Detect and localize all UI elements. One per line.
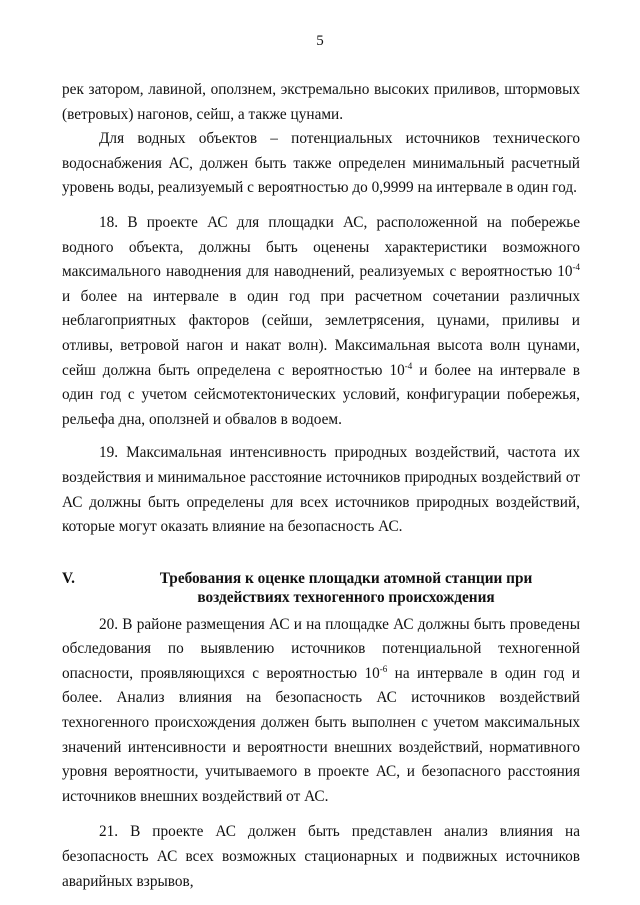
- paragraph-18-exponent-2: -4: [404, 360, 413, 371]
- paragraph-continuation: рек затором, лавиной, оползнем, экстремально высоких приливов, штормовых (ветровых) нагонов, сейш, а также цунами.: [62, 81, 580, 123]
- paragraph-18-text-2: и более на интервале в один год при расчетном сочетании различных неблагоприятных факторов (сейши, землетрясения, цунами, приливы и отливы, ветровой нагон и накат волн). Максимальная высота волн цунами, сейш должна быть определена с вероятностью 10: [62, 287, 580, 379]
- section-heading: [62, 569, 580, 607]
- paragraph-18-text-3: и более на интервале в один год с учетом сейсмотектонических условий, конфигурации побережья, рельефа дна, оползней и обвалов в водоем.: [62, 361, 581, 428]
- paragraph-18: [62, 211, 580, 432]
- section-number: V.: [62, 569, 75, 587]
- paragraph-20-text-1: 20. В районе размещения АС и на площадке АС должны быть проведены обследования по выявлению источников потенциальной техногенной опасности, проявляющихся с вероятностью 10: [62, 615, 580, 682]
- page-number: 5: [316, 33, 324, 49]
- paragraph-water-level: Для водных объектов – потенциальных источников технического водоснабжения АС, должен быть также определен минимальный расчетный уровень воды, реализуемый с вероятностью до 0,9999 на интервале в один год.: [62, 130, 580, 197]
- paragraph-20: [62, 613, 580, 810]
- section-title: Требования к оценке площадки атомной станции при воздействиях техногенного происхождения: [159, 569, 533, 606]
- paragraph-18-exponent-1: -4: [572, 262, 580, 273]
- paragraph-19: 19. Максимальная интенсивность природных воздействий, частота их воздействия и минимальное расстояние источников природных воздействий от АС должны быть определены для всех источников природных воздействий, которые могут оказать влияние на безопасность АС.: [62, 444, 580, 536]
- paragraph-18-text-1: 18. В проекте АС для площадки АС, расположенной на побережье водного объекта, должны быть оценены характеристики возможного максимального наводнения для наводнений, реализуемых с вероятностью 10: [62, 213, 580, 281]
- paragraph-20-text-2: на интервале в один год и более. Анализ влияния на безопасность АС источников воздействий техногенного происхождения должен быть выполнен с учетом максимальных значений интенсивности и вероятности внешних воздействий, нормативного уровня вероятности, учитываемого в проекте АС, и безопасного расстояния источников внешних воздействий от АС.: [62, 664, 580, 805]
- paragraph-20-exponent: -6: [379, 663, 388, 674]
- paragraph-21: 21. В проекте АС должен быть представлен анализ влияния на безопасность АС всех возможных стационарных и подвижных источников аварийных взрывов,: [62, 823, 580, 890]
- document-body: [62, 78, 580, 894]
